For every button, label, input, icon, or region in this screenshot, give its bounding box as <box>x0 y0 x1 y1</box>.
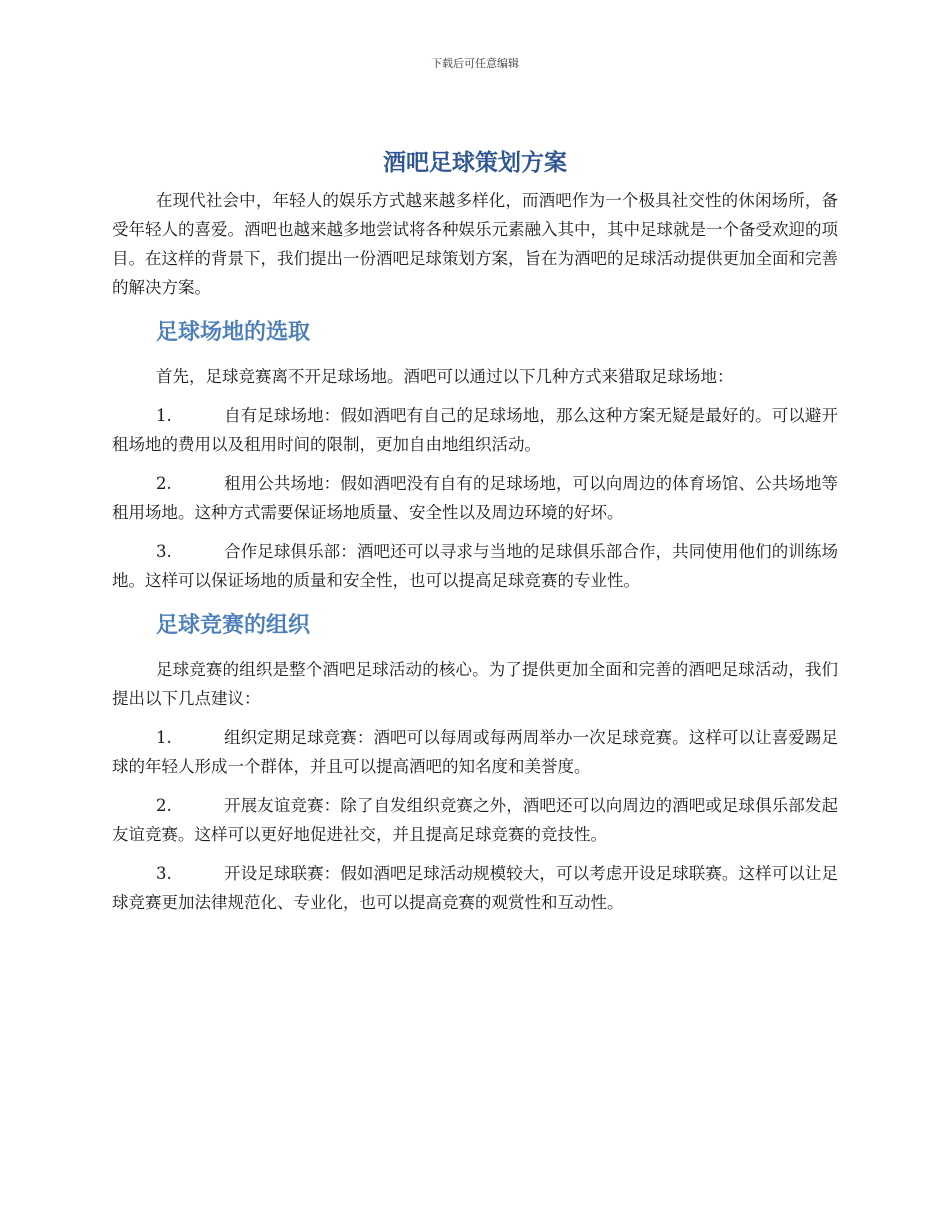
section-heading-venue: 足球场地的选取 <box>156 320 311 345</box>
list-item <box>112 469 838 527</box>
list-text: 开展友谊竞赛：除了自发组织竞赛之外，酒吧还可以向周边的酒吧或足球俱乐部发起友谊竞赛。这样可以更好地促进社交，并且提高足球竞赛的竞技性。 <box>112 796 838 844</box>
list-number: 3. <box>156 542 172 561</box>
section-heading-organization: 足球竞赛的组织 <box>156 613 311 638</box>
section-lead-organization: 足球竞赛的组织是整个酒吧足球活动的核心。为了提供更加全面和完善的酒吧足球活动，我们提出以下几点建议： <box>112 660 838 708</box>
intro-paragraph: 在现代社会中，年轻人的娱乐方式越来越多样化，而酒吧作为一个极具社交性的休闲场所，备受年轻人的喜爱。酒吧也越来越多地尝试将各种娱乐元素融入其中，其中足球就是一个备受欢迎的项目。在这样的背景下，我们提出一份酒吧足球策划方案，旨在为酒吧的足球活动提供更加全面和完善的解决方案。 <box>112 191 838 297</box>
list-text: 组织定期足球竞赛：酒吧可以每周或每两周举办一次足球竞赛。这样可以让喜爱踢足球的年轻人形成一个群体，并且可以提高酒吧的知名度和美誉度。 <box>112 728 838 776</box>
list-item <box>112 859 838 917</box>
header-note: 下载后可任意编辑 <box>431 57 519 70</box>
list-item <box>112 791 838 849</box>
document-title: 酒吧足球策划方案 <box>383 150 567 176</box>
list-text: 自有足球场地：假如酒吧有自己的足球场地，那么这种方案无疑是最好的。可以避开租场地的费用以及租用时间的限制，更加自由地组织活动。 <box>112 406 838 454</box>
list-item <box>112 537 838 595</box>
list-number: 2. <box>156 474 172 493</box>
list-number: 1. <box>156 406 172 425</box>
list-text: 合作足球俱乐部：酒吧还可以寻求与当地的足球俱乐部合作，共同使用他们的训练场地。这样可以保证场地的质量和安全性，也可以提高足球竞赛的专业性。 <box>112 542 838 590</box>
list-item <box>112 723 838 781</box>
section-lead-venue: 首先，足球竞赛离不开足球场地。酒吧可以通过以下几种方式来猎取足球场地： <box>156 367 734 386</box>
document-body <box>112 146 838 917</box>
list-item <box>112 401 838 459</box>
list-text: 开设足球联赛：假如酒吧足球活动规模较大，可以考虑开设足球联赛。这样可以让足球竞赛更加法律规范化、专业化，也可以提高竞赛的观赏性和互动性。 <box>112 864 838 912</box>
list-number: 3. <box>156 864 172 883</box>
list-number: 2. <box>156 796 172 815</box>
list-number: 1. <box>156 728 172 747</box>
list-text: 租用公共场地：假如酒吧没有自有的足球场地，可以向周边的体育场馆、公共场地等租用场地。这种方式需要保证场地质量、安全性以及周边环境的好坏。 <box>112 474 838 522</box>
